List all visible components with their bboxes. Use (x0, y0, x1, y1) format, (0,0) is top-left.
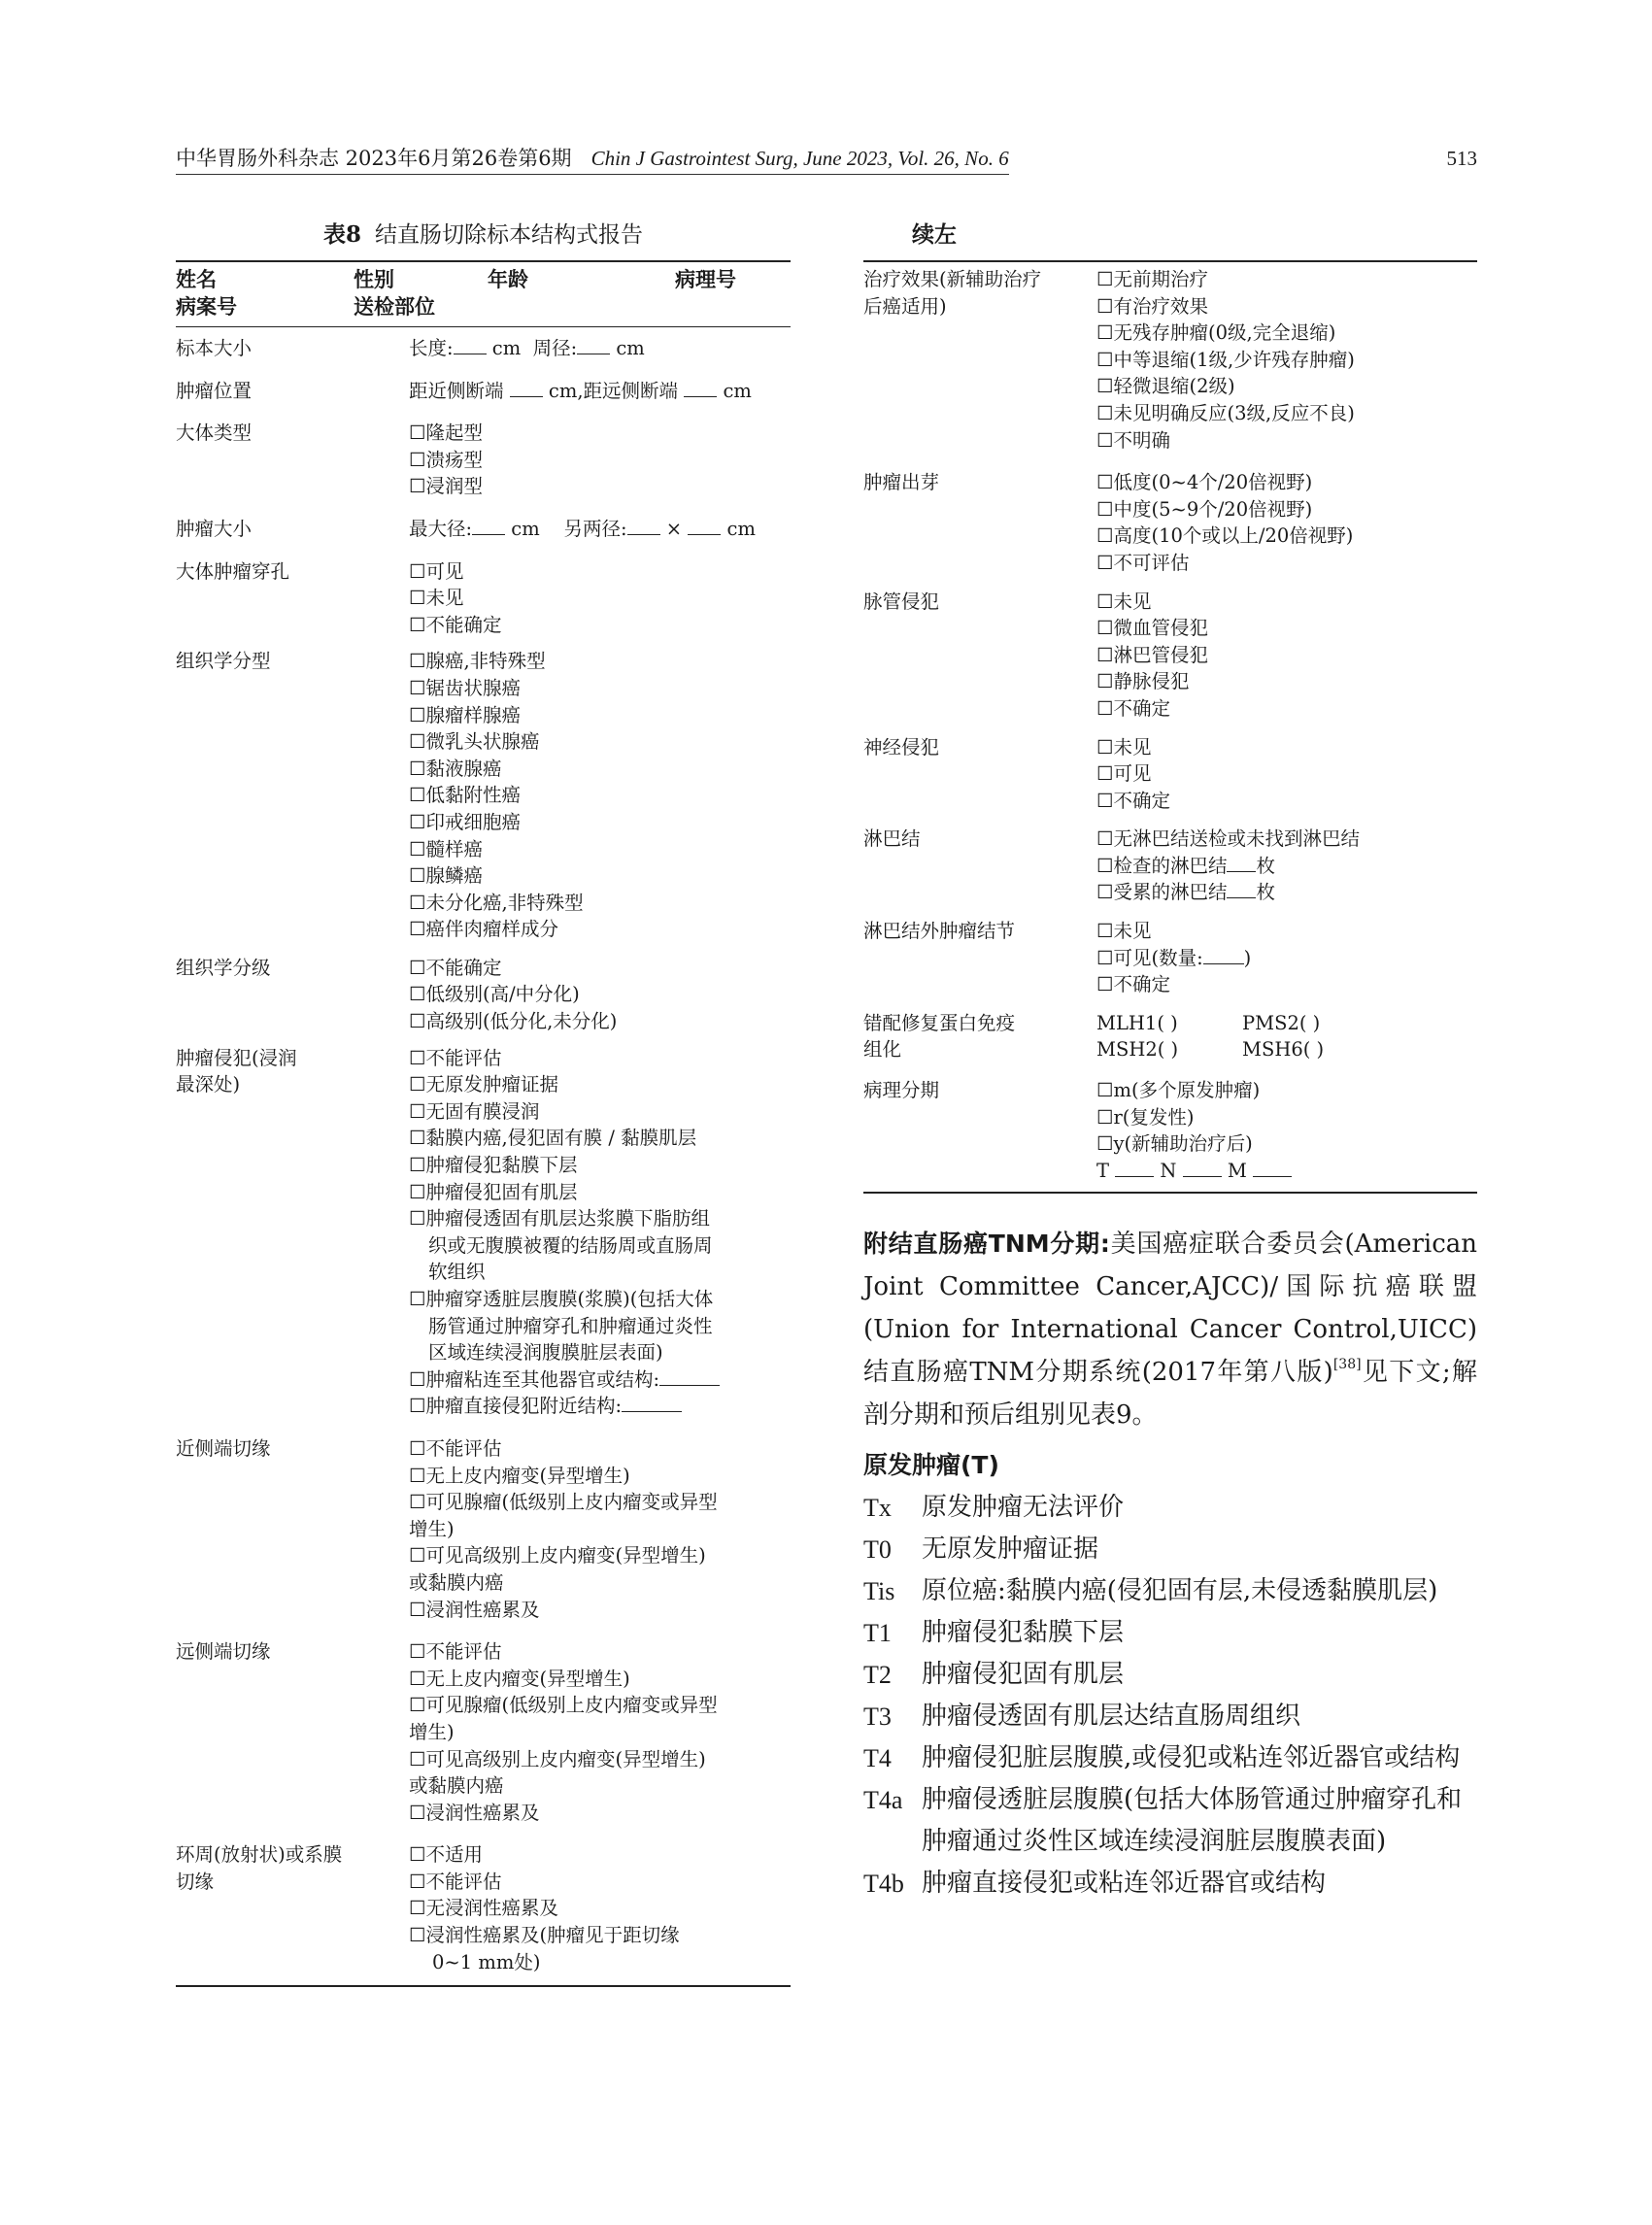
tnm-item (863, 1696, 1477, 1737)
label-line: 肿瘤侵犯(浸润 (176, 1046, 297, 1069)
row-gross-perforation (176, 558, 791, 639)
tnm-desc: 原发肿瘤无法评价 (922, 1493, 1125, 1523)
checkbox-option: ☐溃疡型 (409, 448, 483, 471)
tnm-list (863, 1487, 1477, 1905)
tnm-desc: 肿瘤侵犯脏层腹膜,或侵犯或粘连邻近器官或结构 (922, 1743, 1461, 1773)
checkbox-option-cont: 软组织 (428, 1261, 486, 1284)
row-label: 大体肿瘤穿孔 (176, 559, 290, 583)
journal-citation (176, 144, 1009, 173)
label-line: 错配修复蛋白免疫 (863, 1011, 1016, 1034)
row-pathologic-stage (863, 1077, 1477, 1184)
label-line: 最深处) (176, 1073, 241, 1096)
checkbox-option: ☐不能评估 (409, 1436, 502, 1460)
checkbox-option: ☐无浸润性癌累及 (409, 1897, 558, 1920)
checkbox-option: ☐有治疗效果 (1096, 294, 1208, 318)
other-diameters-label: 另两径: (563, 517, 627, 540)
checkbox-option: ☐腺癌,非特殊型 (409, 650, 546, 673)
checkbox-option: ☐未见 (1096, 735, 1152, 759)
checkbox-option: ☐轻微退缩(2级) (1096, 375, 1235, 398)
checkbox-option (409, 1366, 791, 1394)
involved-label: ☐受累的淋巴结 (1096, 881, 1228, 904)
checkbox-option: ☐无上皮内瘤变(异型增生) (409, 1667, 630, 1690)
checkbox-option: ☐可见 (409, 559, 464, 583)
checkbox-option: ☐黏膜内癌,侵犯固有膜 / 黏膜肌层 (409, 1127, 697, 1150)
checkbox-option (1096, 945, 1477, 972)
checkbox-option: ☐未见 (409, 587, 464, 610)
tnm-code: T4a (863, 1786, 903, 1815)
row-lymph-nodes (863, 826, 1477, 906)
table-caption (176, 221, 791, 251)
section-title: 原发肿瘤(T) (863, 1451, 999, 1480)
row-tumor-budding (863, 469, 1477, 576)
unit: cm (511, 517, 540, 540)
row-label: 远侧端切缘 (176, 1640, 271, 1664)
row-label: 病理分期 (863, 1079, 940, 1102)
tnm-code: T4 (863, 1744, 892, 1773)
checkbox-option: ☐不能确定 (409, 613, 502, 636)
tnm-code: Tx (863, 1494, 892, 1523)
checkbox-option: ☐可见腺瘤(低级别上皮内瘤变或异型 (409, 1491, 718, 1514)
row-label: 肿瘤位置 (176, 379, 253, 402)
tnm-code: Tis (863, 1577, 895, 1606)
msh2: MSH2( ) (1096, 1038, 1179, 1062)
para-lead: 附结直肠癌TNM分期: (863, 1230, 1110, 1259)
checkbox-option: ☐可见腺瘤(低级别上皮内瘤变或异型 (409, 1694, 718, 1717)
tnm-code: T2 (863, 1661, 892, 1690)
table-title: 结直肠切除标本结构式报告 (375, 222, 643, 248)
checkbox-option: ☐肿瘤穿透脏层腹膜(浆膜)(包括大体 (409, 1288, 714, 1310)
checkbox-option: ☐r(复发性) (1096, 1105, 1195, 1129)
checkbox-option: ☐肿瘤侵透固有肌层达浆膜下脂肪组 (409, 1207, 710, 1230)
adherent-label: ☐肿瘤粘连至其他器官或结构: (409, 1367, 660, 1391)
row-label (176, 1045, 409, 1420)
checkbox-option: ☐髓样癌 (409, 837, 483, 860)
t-label: T (1096, 1159, 1110, 1182)
tnm-desc: 肿瘤侵犯固有肌层 (922, 1660, 1125, 1690)
checkbox-option: ☐淋巴管侵犯 (1096, 643, 1208, 666)
para-text: 美国癌症联合委员会(American Joint Committee Cancer,AJCC)/国际抗癌联盟(Union for International Cancer Control,UICC)结直肠癌TNM分期系统(2017年第八版) (863, 1230, 1478, 1388)
label-line: 后癌适用) (863, 294, 947, 318)
checkbox-option: ☐黏液腺癌 (409, 757, 502, 780)
tnm-item (863, 1779, 1477, 1863)
row-vascular-invasion (863, 589, 1477, 723)
m-label: M (1227, 1159, 1247, 1182)
header-pathology-no: 病理号 (675, 267, 736, 291)
tnm-code: T3 (863, 1702, 892, 1732)
checkbox-option: ☐浸润型 (409, 475, 483, 498)
times-sign: × (665, 517, 683, 540)
checkbox-option-cont: 增生) (409, 1720, 455, 1743)
row-tumor-invasion (176, 1045, 791, 1420)
checkbox-option: ☐y(新辅助治疗后) (1096, 1132, 1253, 1156)
row-label: 标本大小 (176, 337, 253, 359)
row-proximal-margin (176, 1435, 791, 1623)
paren: ) (1243, 946, 1252, 969)
row-mmr-ihc (863, 1010, 1477, 1063)
tnm-code: T1 (863, 1619, 892, 1648)
row-label: 脉管侵犯 (863, 590, 940, 613)
msh6: MSH6( ) (1242, 1038, 1325, 1062)
checkbox-option: ☐无上皮内瘤变(异型增生) (409, 1464, 630, 1487)
row-specimen-size (176, 335, 791, 362)
tnm-desc: 肿瘤侵透脏层腹膜(包括大体肠管通过肿瘤穿孔和肿瘤通过炎性区域连续浸润脏层腹膜表面) (922, 1785, 1463, 1857)
checkbox-option: ☐不能评估 (409, 1870, 502, 1893)
tnm-item (863, 1529, 1477, 1570)
unit: 枚 (1256, 881, 1275, 904)
checkbox-option: ☐可见 (1096, 762, 1152, 786)
tnm-desc: 无原发肿瘤证据 (922, 1534, 1099, 1565)
checkbox-option-cont: 增生) (409, 1517, 455, 1540)
unit: cm (616, 337, 645, 359)
checkbox-option: ☐未见 (1096, 590, 1152, 613)
checkbox-option: ☐无残存肿瘤(0级,完全退缩) (1096, 321, 1336, 345)
checkbox-option-cont: 织或无腹膜被覆的结肠周或直肠周 (428, 1233, 713, 1257)
checkbox-option: ☐锯齿状腺癌 (409, 676, 521, 699)
row-label: 组织学分级 (176, 956, 271, 979)
checkbox-option: ☐不明确 (1096, 428, 1170, 452)
row-label: 淋巴结 (863, 827, 921, 851)
checkbox-option: ☐浸润性癌累及 (409, 1801, 540, 1824)
checkbox-option: ☐低度(0~4个/20倍视野) (1096, 471, 1313, 494)
circumference-label: 周径: (532, 337, 578, 359)
checkbox-option: ☐低黏附性癌 (409, 784, 521, 807)
row-label (863, 266, 1096, 454)
running-header (176, 144, 1477, 173)
tnm-item (863, 1654, 1477, 1696)
label-line: 切缘 (176, 1870, 215, 1893)
table-left-column (176, 221, 791, 1987)
mlh1: MLH1( ) (1096, 1011, 1178, 1034)
row-label: 肿瘤出芽 (863, 471, 940, 494)
checkbox-option: ☐未见 (1096, 920, 1152, 943)
proximal-label: 距近侧断端 (409, 379, 504, 402)
n-label: N (1160, 1159, 1177, 1182)
checkbox-option (1096, 879, 1477, 906)
tnm-item (863, 1570, 1477, 1612)
para-tail: 见下文;解剖分期和预后组别见表9。 (863, 1358, 1477, 1431)
row-distal-margin (176, 1638, 791, 1826)
row-tumor-location (176, 378, 791, 405)
tnm-code: T0 (863, 1535, 892, 1565)
checkbox-option: ☐不能评估 (409, 1046, 502, 1069)
unit: cm (726, 517, 756, 540)
checkbox-option-cont: 或黏膜内癌 (409, 1570, 504, 1594)
checkbox-option: ☐肿瘤侵犯固有肌层 (409, 1180, 578, 1203)
label-line: 环周(放射状)或系膜 (176, 1843, 343, 1867)
checkbox-option: ☐肿瘤侵犯黏膜下层 (409, 1154, 578, 1177)
header-record-no: 病案号 (176, 294, 237, 319)
header-submitted-site: 送检部位 (354, 294, 435, 319)
table-label: 表8 (322, 221, 361, 248)
row-label (863, 1010, 1096, 1063)
checkbox-option: ☐无淋巴结送检或未找到淋巴结 (1096, 827, 1360, 851)
row-label: 近侧端切缘 (176, 1436, 271, 1460)
checkbox-option: ☐静脉侵犯 (1096, 670, 1190, 693)
tnm-stage-line (1096, 1158, 1477, 1185)
tnm-desc: 肿瘤直接侵犯或粘连邻近器官或结构 (922, 1869, 1327, 1899)
checkbox-option: ☐未分化癌,非特殊型 (409, 891, 584, 914)
row-histologic-type (176, 648, 791, 943)
distal-label: cm,距远侧断端 (548, 379, 679, 402)
checkbox-option-cont: 肠管通过肿瘤穿孔和肿瘤通过炎性 (428, 1314, 713, 1337)
row-gross-type (176, 420, 791, 500)
checkbox-option: ☐微血管侵犯 (1096, 617, 1208, 640)
checkbox-option: ☐癌伴肉瘤样成分 (409, 918, 558, 941)
table-continued-label: 续左 (912, 221, 957, 248)
checkbox-option: ☐微乳头状腺癌 (409, 730, 540, 754)
table-right-column (863, 221, 1477, 1905)
direct-label: ☐肿瘤直接侵犯附近结构: (409, 1395, 623, 1418)
checkbox-option: ☐不适用 (409, 1843, 483, 1867)
checkbox-option: ☐可见高级别上皮内瘤变(异型增生) (409, 1747, 706, 1770)
checkbox-option: ☐不能评估 (409, 1640, 502, 1664)
row-histologic-grade (176, 955, 791, 1035)
unit: 枚 (1256, 854, 1275, 877)
row-perineural-invasion (863, 734, 1477, 815)
journal-name-en: Chin J Gastrointest Surg, June 2023, Vol. 26, No. 6 (590, 147, 1009, 170)
max-diameter-label: 最大径: (409, 517, 473, 540)
checkbox-option: ☐不可评估 (1096, 551, 1190, 574)
seen-label: ☐可见(数量: (1096, 946, 1203, 969)
checkbox-option: ☐高度(10个或以上/20倍视野) (1096, 524, 1354, 548)
checkbox-option-cont: 0~1 mm处) (432, 1950, 541, 1973)
checkbox-option: ☐不能确定 (409, 956, 502, 979)
page-number: 513 (1446, 147, 1477, 170)
table-header (176, 262, 791, 326)
checkbox-option: ☐可见高级别上皮内瘤变(异型增生) (409, 1544, 706, 1568)
header-age: 年龄 (488, 267, 528, 291)
row-tumor-deposits (863, 918, 1477, 998)
checkbox-option: ☐不确定 (1096, 973, 1170, 996)
checkbox-option-cont: 或黏膜内癌 (409, 1774, 504, 1798)
length-label: 长度: (409, 337, 454, 359)
checkbox-option: ☐腺瘤样腺癌 (409, 703, 521, 726)
checkbox-option: ☐无固有膜浸润 (409, 1099, 540, 1123)
tnm-item (863, 1612, 1477, 1654)
citation: [38] (1332, 1357, 1362, 1373)
tnm-code: T4b (863, 1870, 904, 1899)
checkbox-option: ☐浸润性癌累及 (409, 1598, 540, 1621)
checkbox-option (409, 1393, 791, 1420)
row-label (176, 1841, 409, 1975)
checkbox-option: ☐腺鳞癌 (409, 864, 483, 888)
row-radial-margin (176, 1841, 791, 1975)
checkbox-option: ☐不确定 (1096, 696, 1170, 720)
row-tumor-size (176, 516, 791, 543)
checkbox-option: ☐隆起型 (409, 421, 483, 445)
tnm-intro-paragraph (863, 1223, 1477, 1436)
examined-label: ☐检查的淋巴结 (1096, 854, 1228, 877)
tnm-desc: 肿瘤侵犯黏膜下层 (922, 1618, 1125, 1648)
checkbox-option: ☐浸润性癌累及(肿瘤见于距切缘 (409, 1924, 680, 1947)
tnm-desc: 原位癌:黏膜内癌(侵犯固有层,未侵透黏膜肌层) (922, 1576, 1438, 1606)
tnm-item (863, 1487, 1477, 1529)
row-label: 组织学分型 (176, 650, 271, 673)
tnm-item (863, 1737, 1477, 1779)
checkbox-option: ☐中度(5~9个/20倍视野) (1096, 497, 1313, 521)
unit: cm (723, 379, 752, 402)
header-name: 姓名 (176, 267, 217, 291)
checkbox-option: ☐无原发肿瘤证据 (409, 1073, 558, 1096)
label-line: 组化 (863, 1038, 902, 1062)
label-line: 治疗效果(新辅助治疗 (863, 268, 1042, 290)
tnm-desc: 肿瘤侵透固有肌层达结直肠周组织 (922, 1702, 1301, 1732)
checkbox-option (1096, 853, 1477, 880)
row-label: 大体类型 (176, 421, 253, 445)
checkbox-option: ☐高级别(低分化,未分化) (409, 1010, 618, 1033)
checkbox-option-cont: 区域连续浸润腹膜脏层表面) (428, 1341, 663, 1365)
header-sex: 性别 (354, 267, 394, 291)
checkbox-option: ☐未见明确反应(3级,反应不良) (1096, 401, 1355, 424)
checkbox-option: ☐无前期治疗 (1096, 268, 1208, 290)
checkbox-option: ☐低级别(高/中分化) (409, 983, 580, 1006)
row-label: 淋巴结外肿瘤结节 (863, 920, 1016, 943)
checkbox-option: ☐中等退缩(1级,少许残存肿瘤) (1096, 348, 1355, 371)
pms2: PMS2( ) (1242, 1011, 1321, 1034)
row-treatment-effect (863, 266, 1477, 454)
tnm-item (863, 1863, 1477, 1905)
row-label: 肿瘤大小 (176, 517, 253, 540)
row-label: 神经侵犯 (863, 735, 940, 759)
journal-name-cn: 中华胃肠外科杂志 2023年6月第26卷第6期 (176, 147, 572, 170)
checkbox-option: ☐m(多个原发肿瘤) (1096, 1079, 1261, 1102)
checkbox-option: ☐不确定 (1096, 789, 1170, 812)
checkbox-option: ☐印戒细胞癌 (409, 810, 521, 833)
unit: cm (491, 337, 522, 359)
